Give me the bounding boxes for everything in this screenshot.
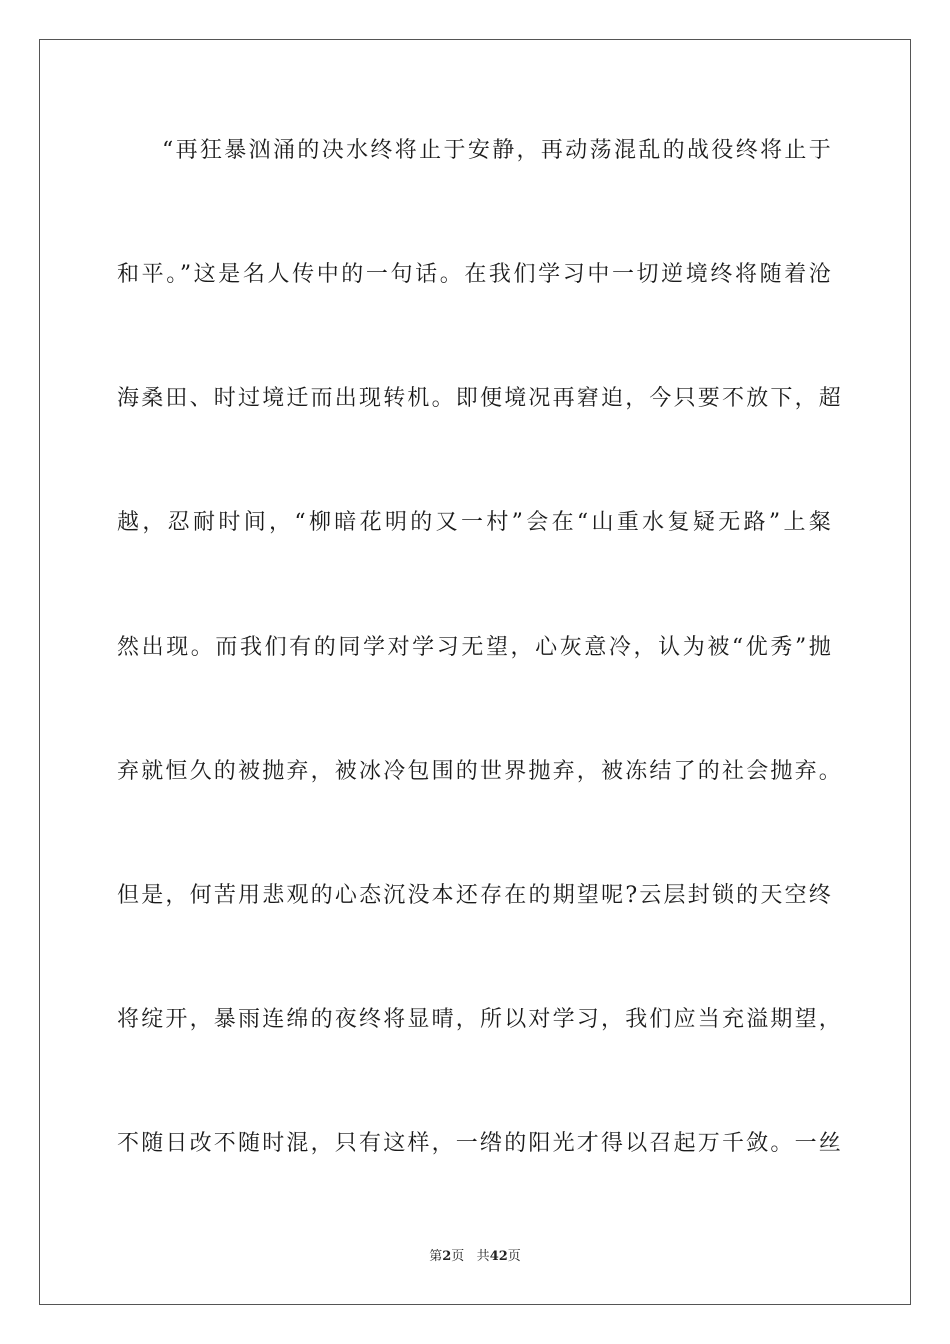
page-border [39, 39, 911, 1305]
page-prefix: 第 [429, 1249, 443, 1264]
text-line-9: 不随日改不随时混，只有这样，一绺的阳光才得以召起万千敛。一丝 [117, 1131, 844, 1156]
text-line-5: 然出现。而我们有的同学对学习无望，心灰意冷，认为被“优秀”抛 [117, 635, 833, 660]
total-prefix: 共 [476, 1249, 490, 1264]
text-line-4: 越，忍耐时间，“柳暗花明的又一村”会在“山重水复疑无路”上粲 [117, 510, 833, 535]
page-number: 2 [442, 1249, 452, 1264]
text-line-2: 和平。”这是名人传中的一句话。在我们学习中一切逆境终将随着沧 [117, 262, 833, 287]
text-line-8: 将绽开，暴雨连绵的夜终将显晴，所以对学习，我们应当充溢期望， [117, 1007, 844, 1032]
text-line-3: 海桑田、时过境迁而出现转机。即便境况再窘迫，今只要不放下，超 [117, 386, 844, 411]
total-pages: 42 [489, 1249, 508, 1264]
page-footer [0, 1248, 950, 1266]
page-suffix: 页 [451, 1249, 465, 1264]
text-line-1: “再狂暴汹涌的决水终将止于安静，再动荡混乱的战役终将止于 [162, 138, 833, 163]
text-line-6: 弃就恒久的被抛弃，被冰冷包围的世界抛弃，被冻结了的社会抛弃。 [117, 759, 844, 784]
text-line-7: 但是，何苦用悲观的心态沉没本还存在的期望呢?云层封锁的天空终 [117, 883, 833, 908]
total-suffix: 页 [507, 1249, 521, 1264]
